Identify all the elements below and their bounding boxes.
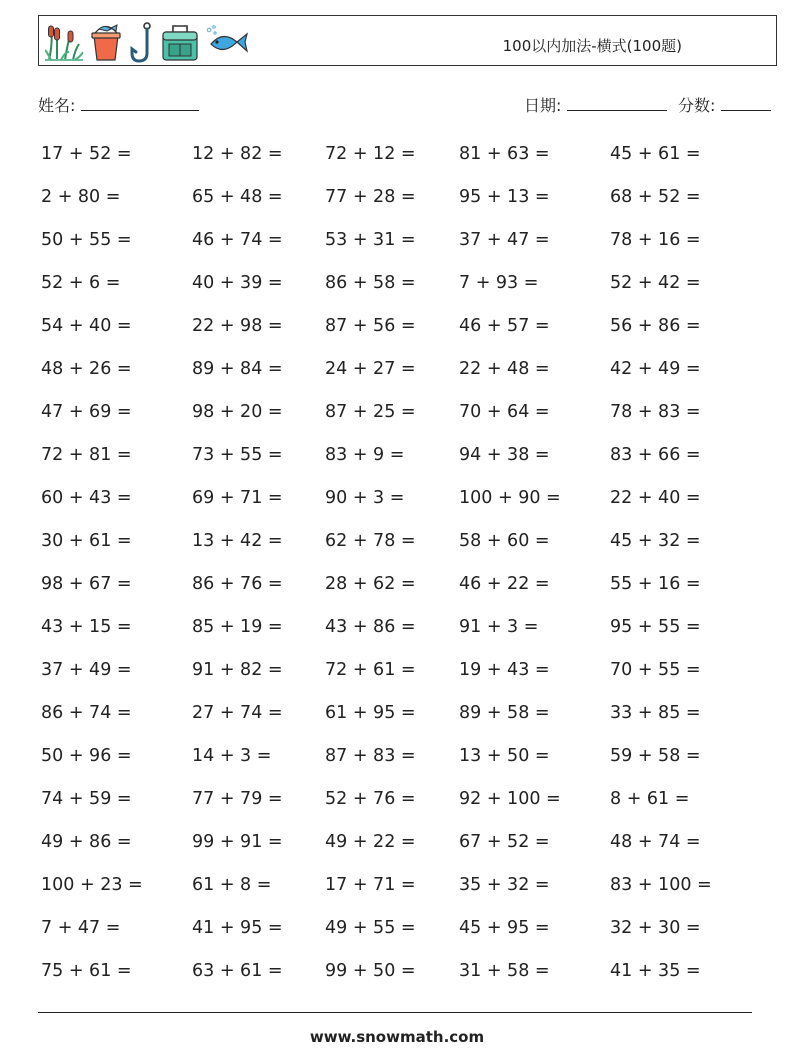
problem-item: 52 + 6 = <box>41 273 121 293</box>
problem-item: 19 + 43 = <box>459 660 550 680</box>
problem-item: 48 + 26 = <box>41 359 132 379</box>
problem-item: 94 + 38 = <box>459 445 550 465</box>
problem-item: 73 + 55 = <box>192 445 283 465</box>
problem-item: 95 + 55 = <box>610 617 701 637</box>
problem-item: 12 + 82 = <box>192 144 283 164</box>
problem-item: 61 + 95 = <box>325 703 416 723</box>
problem-item: 52 + 76 = <box>325 789 416 809</box>
problem-item: 46 + 22 = <box>459 574 550 594</box>
problem-item: 100 + 23 = <box>41 875 143 895</box>
problem-item: 99 + 50 = <box>325 961 416 981</box>
problem-item: 58 + 60 = <box>459 531 550 551</box>
problem-item: 87 + 56 = <box>325 316 416 336</box>
problem-item: 92 + 100 = <box>459 789 561 809</box>
problem-item: 70 + 64 = <box>459 402 550 422</box>
problem-item: 86 + 76 = <box>192 574 283 594</box>
problem-item: 46 + 57 = <box>459 316 550 336</box>
problem-item: 77 + 79 = <box>192 789 283 809</box>
fish-hook-icon <box>129 21 155 63</box>
problem-item: 24 + 27 = <box>325 359 416 379</box>
problem-item: 45 + 61 = <box>610 144 701 164</box>
header-box <box>38 15 777 66</box>
footer-rule <box>38 1012 752 1013</box>
name-label: 姓名: <box>38 96 76 115</box>
problem-item: 28 + 62 = <box>325 574 416 594</box>
problem-item: 30 + 61 = <box>41 531 132 551</box>
cattail-reeds-icon <box>45 22 83 62</box>
problem-item: 22 + 48 = <box>459 359 550 379</box>
problem-item: 99 + 91 = <box>192 832 283 852</box>
problem-item: 95 + 13 = <box>459 187 550 207</box>
name-field <box>38 93 199 116</box>
problem-item: 50 + 55 = <box>41 230 132 250</box>
problem-item: 27 + 74 = <box>192 703 283 723</box>
problem-item: 13 + 50 = <box>459 746 550 766</box>
problem-item: 48 + 74 = <box>610 832 701 852</box>
problem-item: 7 + 93 = <box>459 273 539 293</box>
problem-item: 87 + 25 = <box>325 402 416 422</box>
footer-website: www.snowmath.com <box>309 1028 485 1046</box>
problem-item: 89 + 84 = <box>192 359 283 379</box>
problem-item: 22 + 98 = <box>192 316 283 336</box>
problem-item: 86 + 74 = <box>41 703 132 723</box>
problem-item: 68 + 52 = <box>610 187 701 207</box>
problem-item: 60 + 43 = <box>41 488 132 508</box>
problem-item: 41 + 35 = <box>610 961 701 981</box>
problem-item: 52 + 42 = <box>610 273 701 293</box>
problem-item: 53 + 31 = <box>325 230 416 250</box>
problem-item: 31 + 58 = <box>459 961 550 981</box>
problem-item: 62 + 78 = <box>325 531 416 551</box>
problem-item: 43 + 86 = <box>325 617 416 637</box>
problem-item: 63 + 61 = <box>192 961 283 981</box>
name-line <box>81 96 199 111</box>
problem-item: 74 + 59 = <box>41 789 132 809</box>
problem-item: 65 + 48 = <box>192 187 283 207</box>
problem-item: 90 + 3 = <box>325 488 405 508</box>
problem-item: 78 + 16 = <box>610 230 701 250</box>
problem-item: 35 + 32 = <box>459 875 550 895</box>
problem-item: 67 + 52 = <box>459 832 550 852</box>
problem-item: 91 + 82 = <box>192 660 283 680</box>
problem-item: 59 + 58 = <box>610 746 701 766</box>
problem-item: 91 + 3 = <box>459 617 539 637</box>
problem-item: 17 + 52 = <box>41 144 132 164</box>
problem-item: 100 + 90 = <box>459 488 561 508</box>
problem-item: 14 + 3 = <box>192 746 272 766</box>
problem-item: 43 + 15 = <box>41 617 132 637</box>
problem-item: 42 + 49 = <box>610 359 701 379</box>
problem-item: 7 + 47 = <box>41 918 121 938</box>
header-icons <box>45 20 249 64</box>
problem-item: 81 + 63 = <box>459 144 550 164</box>
problem-item: 40 + 39 = <box>192 273 283 293</box>
problem-item: 72 + 81 = <box>41 445 132 465</box>
tackle-box-icon <box>161 22 199 62</box>
problem-item: 61 + 8 = <box>192 875 272 895</box>
problem-item: 32 + 30 = <box>610 918 701 938</box>
worksheet-title: 100以内加法-横式(100题) <box>502 37 682 55</box>
problem-item: 41 + 95 = <box>192 918 283 938</box>
problem-item: 83 + 9 = <box>325 445 405 465</box>
problem-item: 45 + 95 = <box>459 918 550 938</box>
problem-item: 86 + 58 = <box>325 273 416 293</box>
date-line <box>567 96 667 111</box>
problem-item: 77 + 28 = <box>325 187 416 207</box>
problem-item: 55 + 16 = <box>610 574 701 594</box>
problem-item: 8 + 61 = <box>610 789 690 809</box>
problem-item: 72 + 12 = <box>325 144 416 164</box>
problem-item: 47 + 69 = <box>41 402 132 422</box>
problem-item: 17 + 71 = <box>325 875 416 895</box>
problem-item: 49 + 86 = <box>41 832 132 852</box>
problem-item: 37 + 49 = <box>41 660 132 680</box>
problem-item: 37 + 47 = <box>459 230 550 250</box>
date-field <box>524 93 667 116</box>
problem-item: 56 + 86 = <box>610 316 701 336</box>
problem-item: 78 + 83 = <box>610 402 701 422</box>
problem-item: 75 + 61 = <box>41 961 132 981</box>
problem-item: 33 + 85 = <box>610 703 701 723</box>
problem-item: 49 + 22 = <box>325 832 416 852</box>
bait-bucket-icon <box>89 22 123 62</box>
problem-item: 98 + 67 = <box>41 574 132 594</box>
problem-item: 70 + 55 = <box>610 660 701 680</box>
problem-item: 46 + 74 = <box>192 230 283 250</box>
problem-item: 83 + 66 = <box>610 445 701 465</box>
problem-item: 2 + 80 = <box>41 187 121 207</box>
problem-item: 89 + 58 = <box>459 703 550 723</box>
problem-item: 22 + 40 = <box>610 488 701 508</box>
problem-item: 83 + 100 = <box>610 875 712 895</box>
score-label: 分数: <box>678 96 716 115</box>
problem-item: 72 + 61 = <box>325 660 416 680</box>
problem-item: 87 + 83 = <box>325 746 416 766</box>
fish-icon <box>205 24 249 60</box>
problem-item: 54 + 40 = <box>41 316 132 336</box>
problem-item: 98 + 20 = <box>192 402 283 422</box>
score-field <box>678 93 771 116</box>
score-line <box>721 96 771 111</box>
problem-item: 69 + 71 = <box>192 488 283 508</box>
date-label: 日期: <box>524 96 562 115</box>
problem-item: 45 + 32 = <box>610 531 701 551</box>
problem-item: 85 + 19 = <box>192 617 283 637</box>
problem-item: 49 + 55 = <box>325 918 416 938</box>
problem-item: 13 + 42 = <box>192 531 283 551</box>
problem-item: 50 + 96 = <box>41 746 132 766</box>
